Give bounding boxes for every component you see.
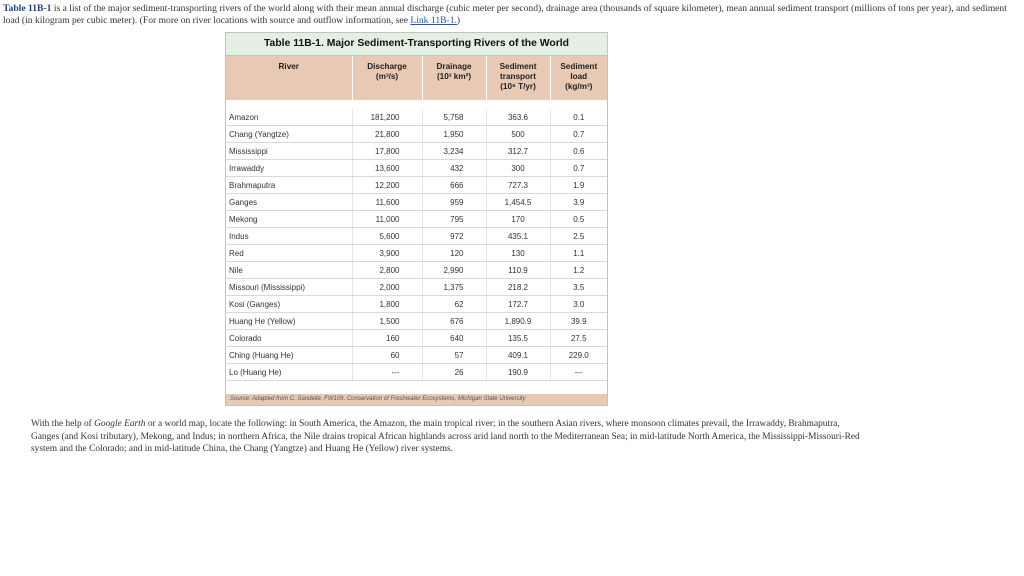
cell-sediment-transport: 110.9 <box>486 262 550 279</box>
cell-sediment-load: 0.7 <box>550 160 607 177</box>
cell-drainage: 640 <box>422 330 486 347</box>
table-source: Source: Adapted from C. Sandelle, FW109, Conservation of Freshwater Ecosystems, Michigan State University <box>226 394 607 405</box>
table-row <box>226 313 607 330</box>
cell-drainage: 2,990 <box>422 262 486 279</box>
cell-sediment-transport: 727.3 <box>486 177 550 194</box>
table-row <box>226 364 607 381</box>
table-row <box>226 279 607 296</box>
cell-sediment-load: 1.1 <box>550 245 607 262</box>
table-row <box>226 245 607 262</box>
cell-drainage: 62 <box>422 296 486 313</box>
header-drainage: Drainage (10³ km²) <box>422 56 486 100</box>
table-row <box>226 109 607 126</box>
cell-river: Missouri (Mississippi) <box>226 279 352 296</box>
header-sediment-load: Sediment load (kg/m³) <box>550 56 607 100</box>
cell-sediment-transport: 218.2 <box>486 279 550 296</box>
cell-drainage: 5,758 <box>422 109 486 126</box>
outro-text-a: With the help of <box>31 419 95 429</box>
outro-paragraph <box>31 418 861 456</box>
cell-sediment-transport: 172.7 <box>486 296 550 313</box>
cell-discharge: 160 <box>352 330 422 347</box>
cell-river: Brahmaputra <box>226 177 352 194</box>
cell-river: Ching (Huang He) <box>226 347 352 364</box>
cell-sediment-load: 3.9 <box>550 194 607 211</box>
cell-drainage: 1,375 <box>422 279 486 296</box>
table-row <box>226 228 607 245</box>
river-locations-link[interactable]: Link 11B-1. <box>410 15 457 26</box>
intro-text: is a list of the major sediment-transporting rivers of the world along with their mean annual discharge (cubic meter per second), drainage area (thousands of square kilometer), mean annual sediment transport (millions of tons per year), and sediment load (in kilogram per cubic meter). (For more on river locations with source and outflow information, see <box>3 3 1007 26</box>
cell-sediment-transport: 190.9 <box>486 364 550 381</box>
sediment-table <box>225 32 608 406</box>
cell-river: Lo (Huang He) <box>226 364 352 381</box>
cell-sediment-transport: 312.7 <box>486 143 550 160</box>
cell-discharge: --- <box>352 364 422 381</box>
intro-paragraph <box>3 3 1013 27</box>
header-river: River <box>226 56 352 100</box>
cell-sediment-transport: 409.1 <box>486 347 550 364</box>
cell-discharge: 12,200 <box>352 177 422 194</box>
cell-river: Amazon <box>226 109 352 126</box>
cell-drainage: 57 <box>422 347 486 364</box>
table-row <box>226 126 607 143</box>
table-header-row <box>226 56 607 100</box>
cell-sediment-transport: 300 <box>486 160 550 177</box>
cell-discharge: 17,800 <box>352 143 422 160</box>
cell-discharge: 181,200 <box>352 109 422 126</box>
cell-sediment-load: --- <box>550 364 607 381</box>
cell-river: Ganges <box>226 194 352 211</box>
cell-sediment-load: 0.1 <box>550 109 607 126</box>
table-row <box>226 347 607 364</box>
cell-sediment-load: 1.9 <box>550 177 607 194</box>
table-row <box>226 143 607 160</box>
cell-sediment-transport: 170 <box>486 211 550 228</box>
cell-sediment-load: 27.5 <box>550 330 607 347</box>
cell-drainage: 3,234 <box>422 143 486 160</box>
cell-river: Mekong <box>226 211 352 228</box>
cell-drainage: 959 <box>422 194 486 211</box>
table-row <box>226 177 607 194</box>
cell-sediment-transport: 130 <box>486 245 550 262</box>
cell-discharge: 3,900 <box>352 245 422 262</box>
cell-drainage: 432 <box>422 160 486 177</box>
cell-discharge: 5,600 <box>352 228 422 245</box>
cell-river: Irrawaddy <box>226 160 352 177</box>
cell-sediment-load: 0.7 <box>550 126 607 143</box>
cell-drainage: 1,950 <box>422 126 486 143</box>
table-row <box>226 296 607 313</box>
rivers-table <box>226 56 607 381</box>
cell-sediment-load: 0.5 <box>550 211 607 228</box>
cell-discharge: 2,000 <box>352 279 422 296</box>
table-row <box>226 262 607 279</box>
cell-drainage: 26 <box>422 364 486 381</box>
cell-discharge: 11,000 <box>352 211 422 228</box>
cell-drainage: 972 <box>422 228 486 245</box>
cell-river: Colorado <box>226 330 352 347</box>
cell-river: Indus <box>226 228 352 245</box>
table-reference: Table 11B-1 <box>3 3 52 14</box>
cell-river: Huang He (Yellow) <box>226 313 352 330</box>
cell-river: Mississippi <box>226 143 352 160</box>
spacer-row <box>226 100 607 109</box>
cell-sediment-load: 1.2 <box>550 262 607 279</box>
cell-drainage: 795 <box>422 211 486 228</box>
table-row <box>226 211 607 228</box>
cell-drainage: 666 <box>422 177 486 194</box>
cell-river: Nile <box>226 262 352 279</box>
cell-sediment-transport: 1,454.5 <box>486 194 550 211</box>
intro-text-end: ) <box>456 15 461 26</box>
google-earth-mention: Google Earth <box>94 419 146 429</box>
table-row <box>226 160 607 177</box>
cell-sediment-transport: 135.5 <box>486 330 550 347</box>
cell-discharge: 21,800 <box>352 126 422 143</box>
cell-discharge: 11,600 <box>352 194 422 211</box>
table-row <box>226 330 607 347</box>
cell-sediment-load: 3.5 <box>550 279 607 296</box>
cell-sediment-load: 2.5 <box>550 228 607 245</box>
cell-sediment-load: 0.6 <box>550 143 607 160</box>
table-row <box>226 194 607 211</box>
cell-sediment-load: 39.9 <box>550 313 607 330</box>
cell-discharge: 1,800 <box>352 296 422 313</box>
cell-river: Red <box>226 245 352 262</box>
cell-discharge: 2,800 <box>352 262 422 279</box>
header-sediment-transport: Sediment transport (10⁶ T/yr) <box>486 56 550 100</box>
header-discharge: Discharge (m³/s) <box>352 56 422 100</box>
table-title: Table 11B-1. Major Sediment-Transporting Rivers of the World <box>226 33 607 56</box>
cell-drainage: 120 <box>422 245 486 262</box>
cell-sediment-transport: 435.1 <box>486 228 550 245</box>
cell-discharge: 1,500 <box>352 313 422 330</box>
cell-drainage: 676 <box>422 313 486 330</box>
cell-discharge: 60 <box>352 347 422 364</box>
cell-sediment-load: 229.0 <box>550 347 607 364</box>
outro-text-b: or a world map, locate the following: in South America, the Amazon, the main tropical river; in the southern Asian rivers, where monsoon climates prevail, the Irrawaddy, Brahmaputra, Ganges (and Kosi tributary), Mekong, and Indus; in northern Africa, the Nile drains tropical African highlands across arid land north to the Mediterranean Sea; in mid-latitude North America, the Mississippi-Missouri-Red system and the Colorado; and in mid-latitude China, the Chang (Yangtze) and Huang He (Yellow) river systems. <box>31 419 860 454</box>
cell-sediment-load: 3.0 <box>550 296 607 313</box>
cell-discharge: 13,600 <box>352 160 422 177</box>
cell-river: Chang (Yangtze) <box>226 126 352 143</box>
cell-sediment-transport: 1,890.9 <box>486 313 550 330</box>
table-body <box>226 100 607 381</box>
cell-river: Kosi (Ganges) <box>226 296 352 313</box>
cell-sediment-transport: 363.6 <box>486 109 550 126</box>
cell-sediment-transport: 500 <box>486 126 550 143</box>
